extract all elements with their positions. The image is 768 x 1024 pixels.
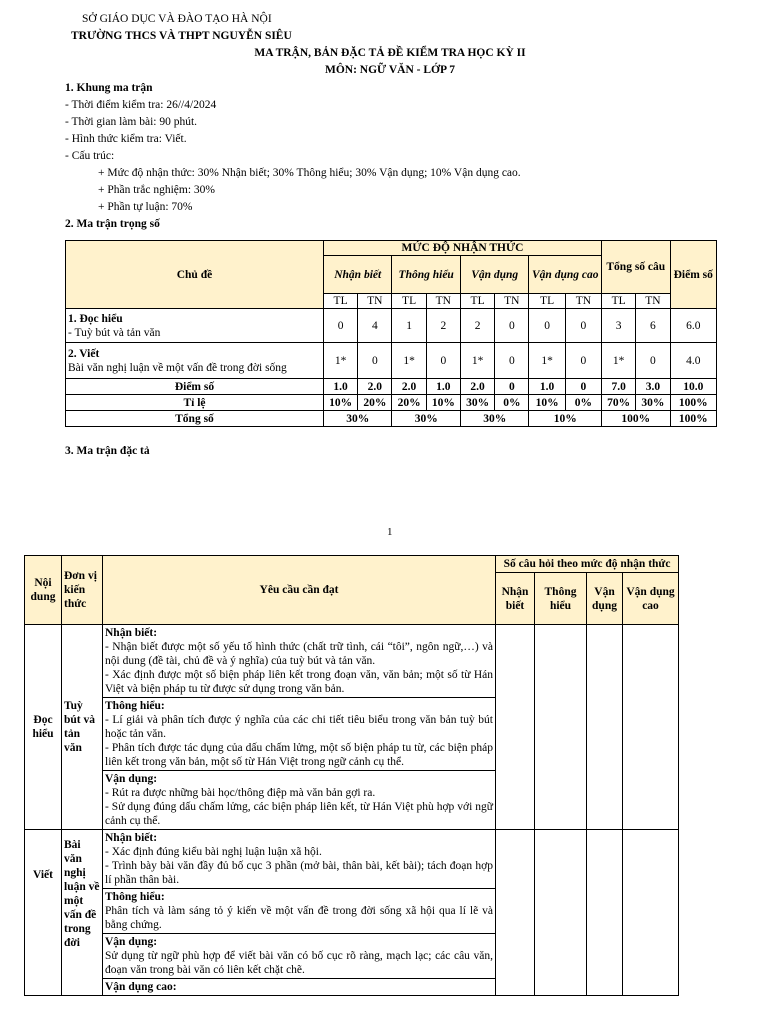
- topic-title: 1. Đọc hiểu: [68, 312, 123, 325]
- req-line: - Nhận biết được một số yếu tố hình thức (chất trữ tình, cái “tôi”, ngôn ngữ,…) và nội dung (đề tài, chủ đề và ý nghĩa) của tuỳ bút và tản văn.: [105, 641, 493, 667]
- req-title: Nhận biết:: [105, 832, 158, 844]
- structure-multiple-choice: + Phần trắc nghiệm: 30%: [98, 184, 215, 196]
- req-line: - Sử dụng đúng dấu chấm lửng, các biện pháp liên kết, từ Hán Việt phù hợp với ngữ cảnh cụ thể.: [105, 801, 493, 827]
- table-cell: 6.0: [670, 309, 716, 343]
- topic-title: 2. Viết: [68, 347, 100, 360]
- spec-row: [25, 830, 679, 889]
- level-recognition: Nhận biết: [323, 256, 392, 294]
- table-cell: 0: [565, 309, 601, 343]
- section2-heading: 2. Ma trận trọng số: [65, 218, 160, 230]
- table-cell: 30%: [323, 411, 392, 427]
- col-tn: TN: [636, 294, 670, 309]
- table-cell: 0: [636, 343, 670, 379]
- table-row: [66, 343, 717, 379]
- exam-structure: - Cấu trúc:: [65, 150, 115, 162]
- content-header: Nội dung: [25, 556, 62, 625]
- ratio-row: [66, 395, 717, 411]
- document-subject: MÔN: NGỮ VĂN - LỚP 7: [324, 64, 455, 76]
- table-cell: 20%: [392, 395, 426, 411]
- table-cell: 100%: [670, 395, 716, 411]
- table-cell: 1.0: [426, 379, 460, 395]
- score-header: Điểm số: [670, 241, 716, 309]
- question-count-header: Số câu hỏi theo mức độ nhận thức: [496, 556, 679, 573]
- table-cell: 0%: [495, 395, 529, 411]
- count-cell: [496, 625, 535, 830]
- req-line: - Xác định đúng kiểu bài nghị luận luận xã hội.: [105, 846, 322, 858]
- table-cell: 1*: [602, 343, 636, 379]
- req-title: Vận dụng:: [105, 936, 158, 948]
- req-line: - Xác định được một số biện pháp liên kết trong đoạn văn, văn bản; một số từ Hán Việt và biện pháp tu từ được sử dụng trong văn bản.: [105, 669, 493, 695]
- req-line: - Rút ra được những bài học/thông điệp mà văn bản gợi ra.: [105, 787, 376, 799]
- level-comprehension: Thông hiểu: [392, 256, 461, 294]
- spec-row: [25, 625, 679, 698]
- table-cell: 10%: [529, 395, 565, 411]
- structure-levels: + Mức độ nhận thức: 30% Nhận biết; 30% Thông hiểu; 30% Vận dụng; 10% Vận dụng cao.: [98, 167, 521, 179]
- req-title: Thông hiểu:: [105, 700, 165, 712]
- table-cell: 10.0: [670, 379, 716, 395]
- table-cell: 0: [358, 343, 392, 379]
- req-line: Phân tích và làm sáng tỏ ý kiến về một vấn đề trong đời sống xã hội qua lí lẽ và bằng chứng.: [105, 905, 493, 931]
- table-cell: 1*: [392, 343, 426, 379]
- weight-matrix-table: [65, 240, 717, 427]
- count-cell: [496, 830, 535, 996]
- req-title: Vận dụng cao:: [105, 981, 177, 993]
- table-cell: 10%: [323, 395, 357, 411]
- count-cell: [535, 830, 587, 996]
- table-cell: 3: [602, 309, 636, 343]
- req-line: - Trình bày bài văn đầy đủ bố cục 3 phần (mở bài, thân bài, kết bài); tách đoạn hợp lí phần thân bài.: [105, 860, 493, 886]
- total-questions-header: Tổng số câu: [602, 241, 671, 294]
- unit-cell: Tuỳ bút và tản văn: [62, 625, 103, 830]
- col-tn: TN: [426, 294, 460, 309]
- table-cell: 0: [565, 343, 601, 379]
- topic-cell: [66, 343, 324, 379]
- table-cell: 30%: [636, 395, 670, 411]
- table-cell: 30%: [392, 411, 461, 427]
- col-tl: TL: [392, 294, 426, 309]
- exam-date: - Thời điểm kiểm tra: 26//4/2024: [65, 99, 217, 111]
- total-row: [66, 411, 717, 427]
- col-tl: TL: [529, 294, 565, 309]
- content-cell: Viết: [25, 830, 62, 996]
- topic-sub: - Tuỳ bút và tản văn: [68, 326, 161, 339]
- table-cell: 0%: [565, 395, 601, 411]
- table-cell: 2: [426, 309, 460, 343]
- table-cell: 0: [565, 379, 601, 395]
- req-title: Thông hiểu:: [105, 891, 165, 903]
- topic-header: Chủ đề: [66, 241, 324, 309]
- table-cell: 2: [460, 309, 494, 343]
- table-cell: 1*: [529, 343, 565, 379]
- table-cell: 100%: [670, 411, 716, 427]
- table-cell: 70%: [602, 395, 636, 411]
- topic-cell: [66, 309, 324, 343]
- table-cell: 1*: [323, 343, 357, 379]
- spec-matrix-table: [24, 555, 679, 996]
- page-number: 1: [387, 526, 393, 538]
- col-tn: TN: [495, 294, 529, 309]
- col-tl: TL: [602, 294, 636, 309]
- col-tn: TN: [358, 294, 392, 309]
- spec-level-advanced: Vận dụng cao: [623, 573, 679, 625]
- requirement-cell: [103, 889, 496, 934]
- table-cell: 6: [636, 309, 670, 343]
- level-application: Vận dụng: [460, 256, 529, 294]
- table-cell: 10%: [426, 395, 460, 411]
- table-cell: 1: [392, 309, 426, 343]
- requirement-cell: [103, 934, 496, 979]
- table-cell: 0: [529, 309, 565, 343]
- table-cell: 7.0: [602, 379, 636, 395]
- table-cell: 4: [358, 309, 392, 343]
- col-tl: TL: [323, 294, 357, 309]
- score-row-label: Điểm số: [66, 379, 324, 395]
- count-cell: [623, 625, 679, 830]
- topic-sub: Bài văn nghị luận về một vấn đề trong đời sống: [68, 361, 287, 374]
- level-header: MỨC ĐỘ NHẬN THỨC: [323, 241, 601, 256]
- table-cell: 1.0: [323, 379, 357, 395]
- document-title: MA TRẬN, BẢN ĐẶC TẢ ĐỀ KIỂM TRA HỌC KỲ II: [254, 47, 526, 59]
- table-cell: 0: [495, 379, 529, 395]
- table-cell: 20%: [358, 395, 392, 411]
- score-row: [66, 379, 717, 395]
- count-cell: [587, 625, 623, 830]
- table-cell: 4.0: [670, 343, 716, 379]
- requirement-cell: [103, 830, 496, 889]
- structure-essay: + Phần tự luận: 70%: [98, 201, 193, 213]
- unit-cell: Bài văn nghị luận về một vấn đề trong đời: [62, 830, 103, 996]
- section3-heading: 3. Ma trận đặc tả: [65, 445, 150, 457]
- spec-level-comprehension: Thông hiểu: [535, 573, 587, 625]
- table-cell: 2.0: [358, 379, 392, 395]
- req-title: Vận dụng:: [105, 773, 158, 785]
- table-cell: 3.0: [636, 379, 670, 395]
- content-cell: Đọc hiểu: [25, 625, 62, 830]
- table-cell: 0: [426, 343, 460, 379]
- requirement-cell: [103, 771, 496, 830]
- unit-header: Đơn vị kiến thức: [62, 556, 103, 625]
- col-tl: TL: [460, 294, 494, 309]
- table-cell: 1*: [460, 343, 494, 379]
- spec-level-recognition: Nhận biết: [496, 573, 535, 625]
- count-cell: [535, 625, 587, 830]
- department-name: SỞ GIÁO DỤC VÀ ĐÀO TẠO HÀ NỘI: [82, 13, 272, 25]
- count-cell: [587, 830, 623, 996]
- ratio-row-label: Tỉ lệ: [66, 395, 324, 411]
- req-line: - Phân tích được tác dụng của dấu chấm lửng, một số biện pháp tu từ, các biện pháp liên kết trong văn bản, một số từ Hán Việt trong ngữ cảnh cụ thể.: [105, 742, 493, 768]
- school-name: TRƯỜNG THCS VÀ THPT NGUYỄN SIÊU: [71, 30, 292, 42]
- count-cell: [623, 830, 679, 996]
- spec-level-application: Vận dụng: [587, 573, 623, 625]
- table-cell: 0: [495, 309, 529, 343]
- section1-heading: 1. Khung ma trận: [65, 82, 153, 94]
- requirement-header: Yêu cầu cần đạt: [103, 556, 496, 625]
- col-tn: TN: [565, 294, 601, 309]
- req-line: - Lí giải và phân tích được ý nghĩa của các chi tiết tiêu biểu trong văn bản tuỳ bút hoặc tản văn.: [105, 714, 493, 740]
- table-cell: 0: [495, 343, 529, 379]
- table-cell: 1.0: [529, 379, 565, 395]
- table-cell: 0: [323, 309, 357, 343]
- req-title: Nhận biết:: [105, 627, 158, 639]
- req-line: Sử dụng từ ngữ phù hợp để viết bài văn có bố cục rõ ràng, mạch lạc; các câu văn, đoạn văn trong bài văn có liên kết chặt chẽ.: [105, 950, 493, 976]
- table-row: [66, 309, 717, 343]
- level-advanced-application: Vận dụng cao: [529, 256, 602, 294]
- requirement-cell: [103, 979, 496, 996]
- table-cell: 10%: [529, 411, 602, 427]
- exam-format: - Hình thức kiểm tra: Viết.: [65, 133, 187, 145]
- table-cell: 30%: [460, 395, 494, 411]
- table-cell: 2.0: [392, 379, 426, 395]
- table-cell: 100%: [602, 411, 671, 427]
- exam-duration: - Thời gian làm bài: 90 phút.: [65, 116, 198, 128]
- table-cell: 2.0: [460, 379, 494, 395]
- total-row-label: Tổng số: [66, 411, 324, 427]
- table-cell: 30%: [460, 411, 529, 427]
- requirement-cell: [103, 698, 496, 771]
- requirement-cell: [103, 625, 496, 698]
